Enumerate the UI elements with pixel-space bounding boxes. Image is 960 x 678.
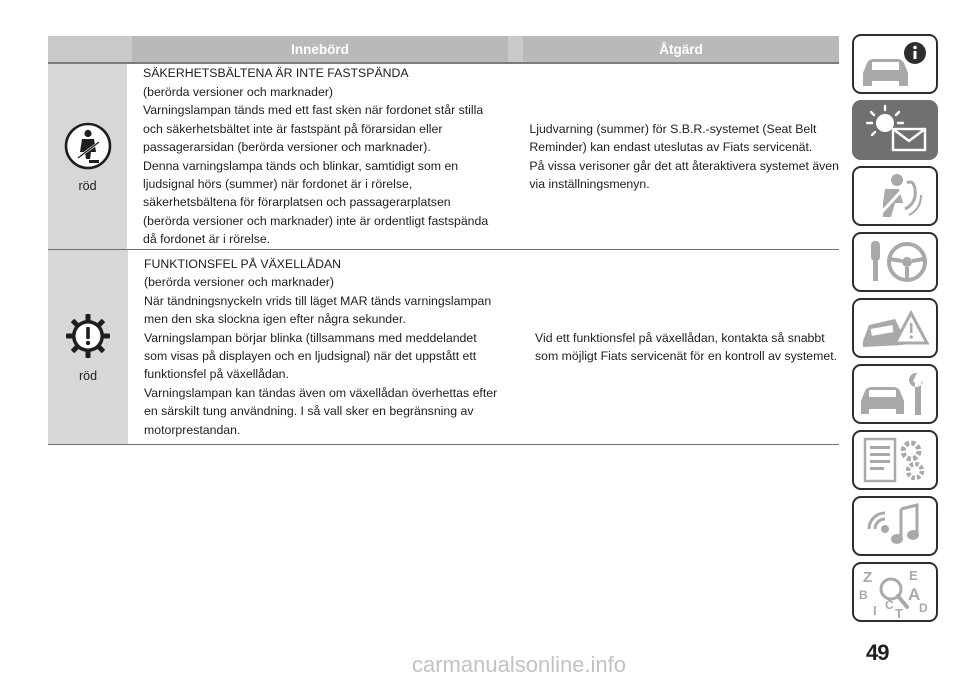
tab-technical-data[interactable] xyxy=(852,430,938,490)
header-icon-column xyxy=(48,36,128,62)
meaning-line: som visas på displayen och en ljudsignal) när det uppstått ett xyxy=(144,349,477,363)
meaning-line: Varningslampan börjar blinka (tillsammans med meddelandet xyxy=(144,330,477,345)
tab-emergency[interactable] xyxy=(852,298,938,358)
meaning-line: men den ska slockna igen efter några sekunder. xyxy=(144,312,406,327)
index-letter: A xyxy=(908,585,921,604)
multimedia-icon xyxy=(855,499,935,553)
watermark-text: carmanualsonline.info xyxy=(412,652,627,677)
tab-warning-lights[interactable] xyxy=(852,100,938,160)
meaning-line: ljudsignal hörs (summer) när fordonet är i rörelse, xyxy=(143,176,413,191)
meaning-line: (berörda versioner och marknader) xyxy=(143,84,334,99)
chapter-sidebar xyxy=(852,34,938,628)
car-info-icon xyxy=(855,37,935,91)
meaning-cell xyxy=(143,64,514,249)
meaning-line: När tändningsnyckeln vrids till läget MAR tänds varningslampan xyxy=(144,293,492,308)
action-line: via inställningsmenyn. xyxy=(529,176,650,191)
meaning-line: funktionsfel på växellådan. xyxy=(144,367,289,382)
tab-multimedia[interactable] xyxy=(852,496,938,556)
action-line: som möjligt Fiats servicenät för en kontroll av systemet. xyxy=(535,349,838,363)
meaning-line: Varningslampan tänds med ett fast sken när fordonet står stilla xyxy=(143,103,484,118)
action-line: Ljudvarning (summer) för S.B.R.-systemet (Seat Belt xyxy=(529,121,817,136)
warning-lights-table xyxy=(48,36,839,445)
meaning-line: passagerarsidan (berörda versioner och marknader). xyxy=(143,140,431,155)
index-letter: E xyxy=(909,568,918,583)
specifications-gear-icon xyxy=(855,433,935,487)
meaning-line: säkerhetsbältena för förarplatsen och passagerarplatsen xyxy=(143,195,451,210)
lamp-cell xyxy=(48,250,128,444)
index-letter: T xyxy=(895,606,903,619)
index-letter: C xyxy=(885,598,894,612)
header-meaning: Innebörd xyxy=(132,36,508,62)
table-row xyxy=(48,64,839,250)
warning-light-message-icon xyxy=(855,103,935,157)
meaning-line: motorprestandan. xyxy=(144,422,241,437)
meaning-line: då fordonet är i rörelse. xyxy=(143,232,271,247)
tab-maintenance[interactable] xyxy=(852,364,938,424)
meaning-line: Denna varningslampa tänds och blinkar, samtidigt som en xyxy=(143,158,459,173)
meaning-line: SÄKERHETSBÄLTENA ÄR INTE FASTSPÄNDA xyxy=(143,66,409,81)
meaning-line: en särskilt tung användning. I så vall sker en begränsning av xyxy=(144,404,474,419)
meaning-line: (berörda versioner och marknader) inte är ordentligt fastspända xyxy=(143,213,489,228)
meaning-line: (berörda versioner och marknader) xyxy=(144,275,335,290)
lamp-cell xyxy=(48,64,127,249)
seat-belt-warning-icon xyxy=(63,121,113,171)
meaning-line: FUNKTIONSFEL PÅ VÄXELLÅDAN xyxy=(144,256,342,271)
gearbox-fault-icon xyxy=(63,311,113,361)
index-letter: I xyxy=(873,603,877,618)
car-emergency-icon xyxy=(855,301,935,355)
meaning-line: och säkerhetsbältet inte är fastspänt på förarsidan eller xyxy=(143,121,443,136)
car-maintenance-icon xyxy=(855,367,935,421)
index-letter: B xyxy=(859,588,868,602)
tab-starting-driving[interactable] xyxy=(852,232,938,292)
action-line: På vissa verisoner går det att återaktivera systemet även xyxy=(529,158,839,173)
table-header xyxy=(48,36,839,64)
header-action: Åtgärd xyxy=(523,36,839,62)
meaning-line: Varningslampan kan tändas även om växellådan överhettas efter xyxy=(144,385,498,400)
action-cell xyxy=(529,64,839,249)
index-letters-icon xyxy=(855,565,935,619)
action-cell xyxy=(535,250,839,444)
index-letter: D xyxy=(919,601,928,615)
tab-car-info[interactable] xyxy=(852,34,938,94)
lamp-color-label: röd xyxy=(78,369,98,383)
tab-index[interactable] xyxy=(852,562,938,622)
action-line: Vid ett funktionsfel på växellådan, kontakta så snabbt xyxy=(535,330,825,345)
index-letter: Z xyxy=(863,569,873,586)
seat-airbag-icon xyxy=(855,169,935,223)
page-number: 49 xyxy=(866,640,889,665)
key-steering-wheel-icon xyxy=(855,235,935,289)
table-row xyxy=(48,250,839,445)
action-line: Reminder) kan endast uteslutas av Fiats servicenät. xyxy=(529,140,813,155)
meaning-cell xyxy=(144,250,520,444)
tab-safety[interactable] xyxy=(852,166,938,226)
lamp-color-label: röd xyxy=(78,178,97,193)
